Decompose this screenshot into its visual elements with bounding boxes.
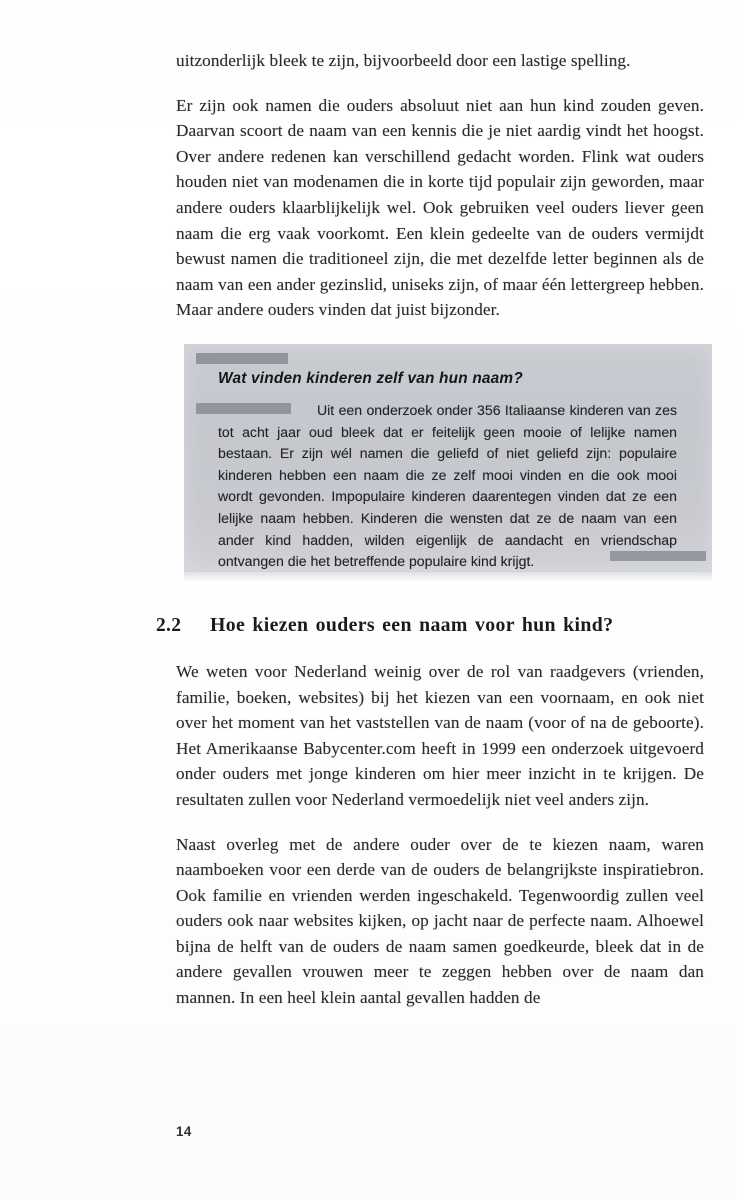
highlight-box-heading: Wat vinden kinderen zelf van hun naam? [218, 369, 523, 387]
section-heading [156, 614, 704, 637]
decorative-bar-top-left [196, 353, 288, 364]
paragraph-raadgevers: We weten voor Nederland weinig over de rol van raadgevers (vrienden, familie, boeken, websites) bij het kiezen van een voornaam, en ook niet over het moment van het vaststellen van de naam (voor of na de geboorte). Het Amerikaanse Babycenter.com heeft in 1999 een onderzoek uitgevoerd onder ouders met jonge kinderen om hier meer inzicht in te krijgen. De resultaten zullen voor Nederland vermoedelijk niet veel anders zijn. [176, 661, 704, 809]
paragraph-continuation: uitzonderlijk bleek te zijn, bijvoorbeeld door een lastige spelling. [176, 51, 631, 70]
page-content [156, 48, 704, 1011]
paragraph-naamboeken: Naast overleg met de andere ouder over de te kiezen naam, waren naamboeken voor een derde van de ouders de belangrijkste inspiratiebron. Ook familie en vrienden werden ingeschakeld. Tegenwoordig zullen veel ouders ook naar websites kijken, op jacht naar de perfecte naam. Alhoewel bijna de helft van de ouders de naam samen goedkeurde, bleek dat in de andere gevallen vrouwen meer te zeggen hebben over de naam dan mannen. In een heel klein aantal gevallen hadden de [176, 834, 704, 1008]
paragraph-names-parents-avoid: Er zijn ook namen die ouders absoluut niet aan hun kind zouden geven. Daarvan scoort de naam van een kennis die je niet aardig vindt het hoogst. Over andere redenen kan verschillend gedacht worden. Flink wat ouders houden niet van modenamen die in korte tijd populair zijn geworden, maar andere ouders klaarblijkelijk wel. Ook gebruiken veel ouders liever geen naam die erg vaak voorkomt. Een klein gedeelte van de ouders vermijdt bewust namen die traditioneel zijn, die met dezelfde letter beginnen als de naam van een ander gezinslid, uniseks zijn, of maar één lettergreep hebben. Maar andere ouders vinden dat juist bijzonder. [176, 95, 704, 320]
highlight-box-text: Uit een onderzoek onder 356 Italiaanse kinderen van zes tot acht jaar oud bleek dat er feitelijk geen mooie of lelijke namen bestaan. Er zijn wél namen die geliefd of niet geliefd zijn: populaire kinderen hebben een naam die ze zelf mooi vinden en die ook mooi wordt gevonden. Impopulaire kinderen daarentegen vinden dat ze een lelijke naam hebben. Kinderen die wensten dat ze de naam van een ander kind hadden, wilden eigenlijk de aandacht en vriendschap ontvangen die het betreffende populaire kind krijgt. [218, 401, 677, 570]
section-number: 2.2 [156, 614, 182, 636]
section-title: Hoe kiezen ouders een naam voor hun kind? [210, 613, 614, 636]
page-number: 14 [176, 1124, 192, 1139]
highlight-box [184, 344, 712, 572]
